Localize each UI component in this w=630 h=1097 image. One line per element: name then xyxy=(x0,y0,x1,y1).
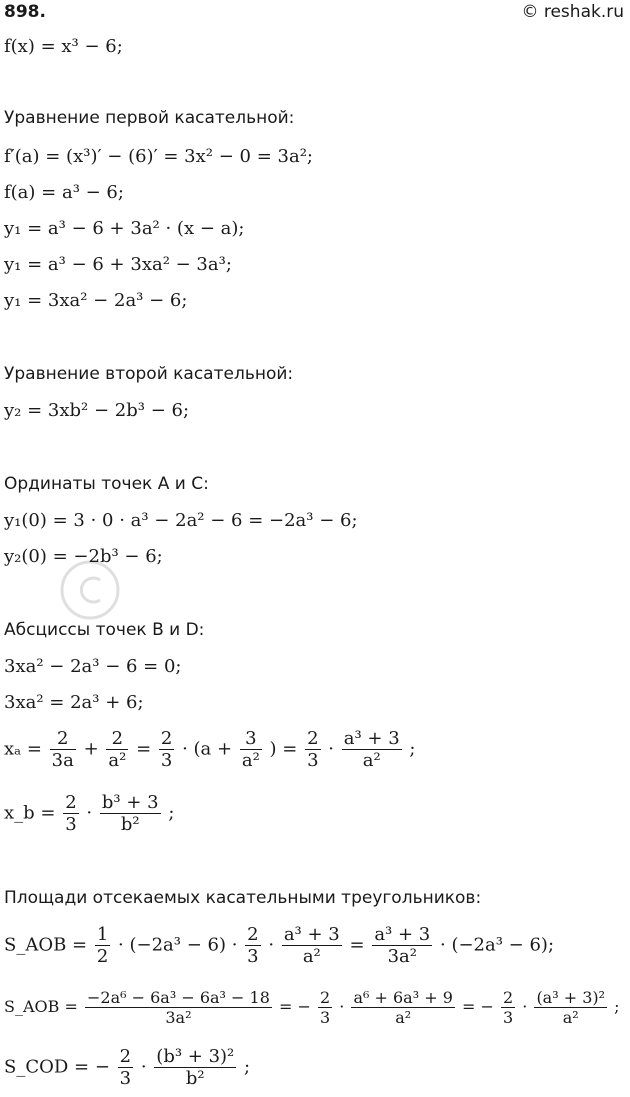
tangent2-result: y₂ = 3xb² − 2b³ − 6; xyxy=(4,400,190,421)
heading-first-tangent: Уравнение первой касательной: xyxy=(4,108,295,128)
heading-areas: Площади отсекаемых касательными треугольников: xyxy=(4,888,482,908)
tangent1-step2: y₁ = a³ − 6 + 3xa² − 3a³; xyxy=(4,254,232,275)
tangent1-step1: y₁ = a³ − 6 + 3a² · (x − a); xyxy=(4,218,245,239)
heading-ordinates: Ординаты точек A и C: xyxy=(4,474,209,494)
problem-number: 898. xyxy=(4,2,46,22)
derivative-line: f′(a) = (x³)′ − (6)′ = 3x² − 0 = 3a²; xyxy=(4,146,313,167)
abscissa-eq2: 3xa² = 2a³ + 6; xyxy=(4,692,144,713)
tangent1-result: y₁ = 3xa² − 2a³ − 6; xyxy=(4,290,188,311)
site-credit: © reshak.ru xyxy=(521,2,624,22)
function-definition: f(x) = x³ − 6; xyxy=(4,36,123,57)
abscissa-eq1: 3xa² − 2a³ − 6 = 0; xyxy=(4,656,182,677)
xa-formula: xₐ = $\frac{2}{3a}$ + $\frac{2}{\text{a²}}$ = $\frac{2}{3}$ · (a + $\frac{3}{\text{a²}}$ ) = $\frac{2}{3}$ · $\frac{\text{a³ + 3}}{\text{a²}}$ ; xyxy=(4,728,416,771)
heading-abscissas: Абсциссы точек B и D: xyxy=(4,620,205,640)
xb-formula: x_b = $\frac{2}{3}$ · $\frac{\text{b³ + 3}}{\text{b²}}$ ; xyxy=(4,792,175,835)
function-at-a: f(a) = a³ − 6; xyxy=(4,182,124,203)
heading-second-tangent: Уравнение второй касательной: xyxy=(4,364,294,384)
area-aob-2: S_AOB = $\frac{\text{−2a⁶ − 6a³ − 6a³ − 18}}{\text{3a²}}$ = − $\frac{2}{3}$ · $\frac{\text{a⁶ + 6a³ + 9}}{\text{a²}}$ = − $\frac{2}{3}$ · $\frac{\text{(a³ + 3)²}}{\text{a²}}$ ; xyxy=(4,988,620,1027)
ordinate-c: y₂(0) = −2b³ − 6; xyxy=(4,546,163,567)
ordinate-a: y₁(0) = 3 · 0 · a³ − 2a² − 6 = −2a³ − 6; xyxy=(4,510,358,531)
area-aob-1: S_AOB = $\frac{1}{2}$ · (−2a³ − 6) · $\frac{2}{3}$ · $\frac{\text{a³ + 3}}{\text{a²}}$ = $\frac{\text{a³ + 3}}{\text{3a²}}$ · (−2a³ − 6); xyxy=(4,924,555,967)
area-cod: S_COD = − $\frac{2}{3}$ · $\frac{\text{(b³ + 3)²}}{\text{b²}}$ ; xyxy=(4,1046,251,1089)
